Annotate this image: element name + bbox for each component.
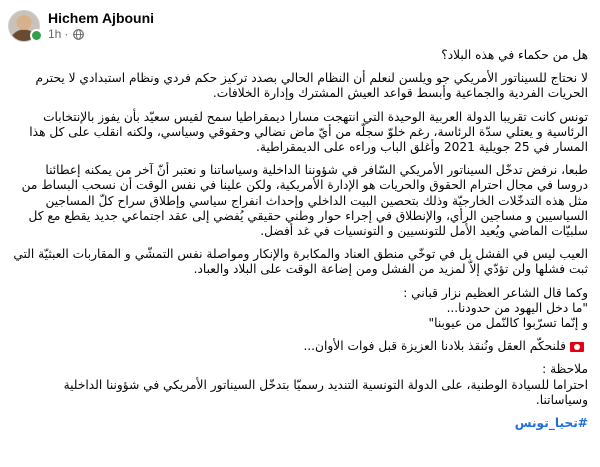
tunisia-flag-icon bbox=[570, 342, 584, 352]
post-paragraph-democracy: تونس كانت تقريبا الدولة العربية الوحيدة التي انتهجت مسارا ديمقراطيا سمح لقيس سعيّد بأن يفوز بالإنتخابات الرئاسية و يعتلي سدّة الرئاسة، رغم خلوّ سجلّه من أيّ ماض نضالي وحقوقي وسياسي، ولكنه انقلب على كل هذا المسار في 25 جويلية 2021 وأغلق الباب وراءه على الديمقراطية. bbox=[29, 109, 588, 155]
appeal-text: فلنحكّم العقل ونُنقذ بلادنا العزيزة قبل فوات الأوان... bbox=[303, 339, 566, 354]
author-name[interactable]: Hichem Ajbouni bbox=[48, 10, 155, 26]
post-meta bbox=[48, 10, 154, 42]
post-subline bbox=[48, 26, 154, 42]
globe-icon[interactable] bbox=[73, 29, 84, 40]
hashtag-link[interactable]: #تحيا_تونس bbox=[514, 416, 588, 431]
post-paragraph-poet-intro: وكما قال الشاعر العظيم نزار قباني : bbox=[403, 285, 588, 300]
poem-line-1: "ما دخل اليهود من حدودنا... bbox=[446, 300, 588, 315]
post-paragraph-question: هل من حكماء في هذه البلاد؟ bbox=[441, 48, 588, 62]
meta-separator: · bbox=[64, 27, 69, 41]
post-header bbox=[0, 0, 600, 48]
post-paragraph-failure: العيب ليس في الفشل بل في توخّي منطق العناد والمكابرة والإنكار ومواصلة نفس التمشّي و المقاربات العبثيّة التي ثبت فشلها ولن تؤدّي إلاّ لمزيد من الفشل ومن إضاعة الوقت على البلاد والعباد. bbox=[13, 247, 588, 277]
note-body: احتراما للسيادة الوطنية، على الدولة التونسية التنديد رسميّا بتدخّل السيناتور الأمريكي في شؤوننا الداخلية وسياساتنا. bbox=[63, 377, 588, 407]
post-paragraph-senator: لا نحتاج للسيناتور الأمريكي جو ويلسن لنعلم أن النظام الحالي بصدد تركيز حكم فردي ونظام استبدادي لا يحترم الحريات الفردية والجماعية وأبسط قواعد العيش المشترك وإدارة الخلافات. bbox=[35, 71, 588, 101]
poem-line-2: و إنّما تسرّبوا كالنّمل من عيوبنا" bbox=[428, 316, 588, 331]
post-body bbox=[0, 48, 600, 431]
post-time[interactable]: 1h bbox=[48, 27, 62, 41]
note-title: ملاحظة : bbox=[542, 362, 588, 377]
online-status-indicator bbox=[30, 29, 43, 42]
post-paragraph-appeal bbox=[12, 339, 588, 354]
post-paragraph-interference: طبعا، نرفض تدخّل السيناتور الأمريكي السّافر في شؤوننا الداخلية وسياساتنا و نعتبر أنّ آخر من يمكنه إعطائنا دروسا في مجال احترام الحقوق والحريات هو الإدارة الأمريكية، ولكن علينا في نفس الوقت أن نسحب البساط من مثل هذه التدخّلات الخارجيّة وذلك بتحصين البيت الداخلي وإحداث انفراج سياسي وإطلاق سراح كلّ المساجين السياسيين و مساجين الرأي، والإنطلاق في إجراء حوار وطني حقيقي يُفضي إلى عقد اجتماعي جديد يقطع مع كل سلبيّات الماضي ويُعيد الأمل للتونسيين و التونسيات في غد أفضل. bbox=[21, 163, 588, 239]
